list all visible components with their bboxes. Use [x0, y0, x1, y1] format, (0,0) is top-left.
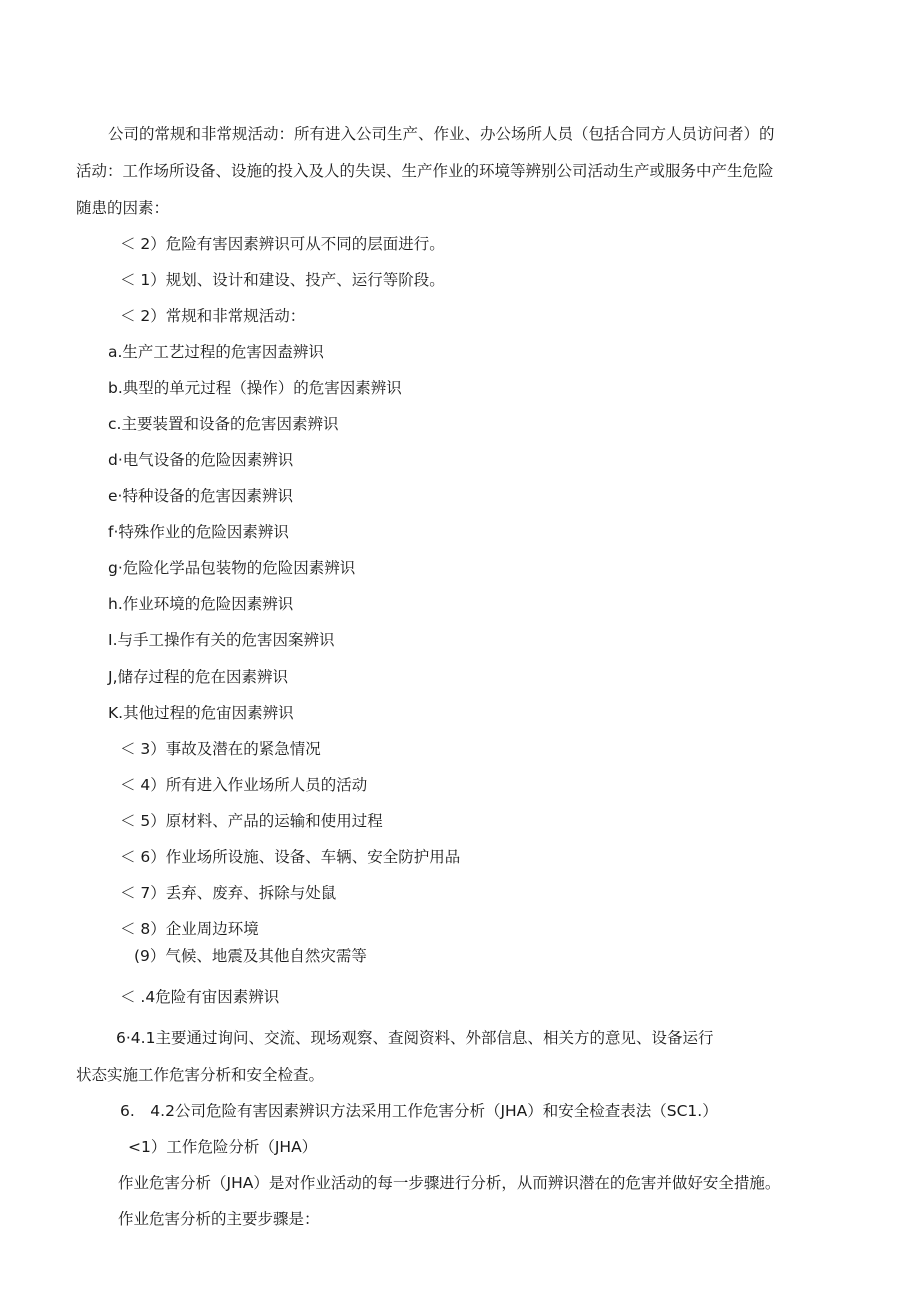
paragraph-line: 状态实施工作危害分析和安全检查。	[76, 1066, 325, 1084]
list-item: ＜ .4危险有宙因素辨识	[120, 988, 280, 1006]
section-heading: 6. 4.2公司危险有害因素辨识方法采用工作危害分析（JHA）和安全检查表法（SC1.）	[120, 1102, 718, 1120]
list-item: I.与手工操作有关的危害因案辨识	[108, 631, 335, 649]
list-item: g·危险化学品包装物的危险因素辨识	[108, 559, 356, 577]
list-item: K.其他过程的危宙因素辨识	[108, 704, 294, 722]
list-item: c.主要装置和设备的危害因素辨识	[108, 415, 339, 433]
list-item: h.作业环境的危险因素辨识	[108, 595, 294, 613]
list-item: (9）气候、地震及其他自然灾需等	[134, 947, 367, 965]
paragraph-line: 作业危害分析（JHA）是对作业活动的每一步骤进行分析，从而辨识潜在的危害并做好安全措施。	[118, 1174, 781, 1192]
subsection-heading: <1）工作危险分析（JHA）	[128, 1138, 318, 1156]
list-item: ＜ 7）丢弃、废弃、拆除与处鼠	[120, 884, 337, 902]
paragraph-line: 6·4.1主要通过询问、交流、现场观察、查阅资料、外部信息、相关方的意见、设备运行	[116, 1029, 714, 1047]
list-item: ＜ 8）企业周边环境	[120, 920, 259, 938]
list-item: ＜ 4）所有进入作业场所人员的活动	[120, 776, 368, 794]
list-item: b.典型的单元过程（操作）的危害因素辨识	[108, 379, 402, 397]
list-item: f·特殊作业的危险因素辨识	[108, 523, 289, 541]
paragraph-line: 活动：工作场所设备、设施的投入及人的失误、生产作业的环境等辨别公司活动生产或服务中产生危险	[76, 162, 774, 180]
list-item: ＜ 6）作业场所设施、设备、车辆、安全防护用品	[120, 848, 461, 866]
list-item: ＜ 1）规划、设计和建设、投产、运行等阶段。	[120, 271, 445, 289]
list-item: e·特种设备的危害因素辨识	[108, 487, 293, 505]
list-item: ＜ 5）原材料、产品的运输和使用过程	[120, 812, 383, 830]
paragraph-line: 随患的因素：	[76, 199, 170, 217]
list-item: ＜ 2）常规和非常规活动：	[120, 307, 306, 325]
paragraph-line: 公司的常规和非常规活动：所有进入公司生产、作业、办公场所人员（包括合同方人员访问者）的	[108, 125, 775, 143]
list-item: ＜ 3）事故及潜在的紧急情况	[120, 740, 321, 758]
paragraph-line: 作业危害分析的主要步骤是：	[118, 1210, 320, 1228]
list-item: ＜ 2）危险有害因素辨识可从不同的层面进行。	[120, 235, 445, 253]
list-item: a.生产工艺过程的危害因盍辨识	[108, 343, 324, 361]
list-item: J,储存过程的危在因素辨识	[108, 668, 288, 686]
list-item: d·电气设备的危险因素辨识	[108, 451, 294, 469]
